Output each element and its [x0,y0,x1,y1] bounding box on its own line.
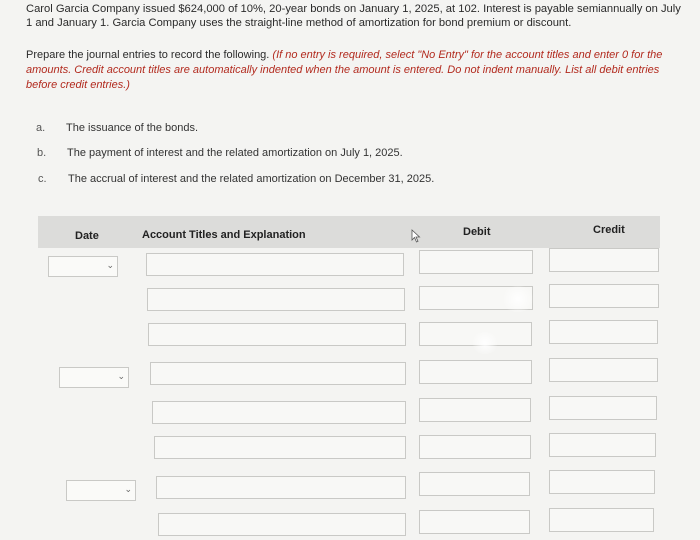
account-title-input[interactable] [150,362,406,385]
debit-amount-input[interactable] [419,510,530,534]
credit-amount-input[interactable] [549,508,654,532]
credit-amount-input[interactable] [549,396,657,420]
instructions-note: (If no entry is required, select "No Entry" for the account titles and enter 0 for the amounts. Credit account titles are automatically indented when the amount is entered. Do not indent manually. List all debit entries before credit entries.) [26,49,663,91]
chevron-down-icon: ⌄ [106,260,114,270]
instructions-lead: Prepare the journal entries to record the following. [26,49,273,61]
part-letter: a. [36,122,46,134]
account-title-input[interactable] [154,436,406,459]
journal-table-header [38,216,660,248]
credit-amount-input[interactable] [549,248,659,272]
debit-column-header: Debit [463,226,491,238]
date-column-header: Date [75,230,99,242]
account-title-input[interactable] [147,288,405,311]
credit-amount-input[interactable] [549,433,656,457]
date-select-a[interactable] [48,256,118,277]
credit-amount-input[interactable] [549,320,658,344]
credit-amount-input[interactable] [549,470,655,494]
credit-amount-input[interactable] [549,358,658,382]
part-c [38,173,434,185]
account-title-input[interactable] [158,513,406,536]
account-title-input[interactable] [152,401,406,424]
account-title-input[interactable] [146,253,404,276]
date-select-b[interactable] [59,367,129,388]
debit-amount-input[interactable] [419,360,532,384]
part-text: The issuance of the bonds. [66,122,199,134]
part-letter: b. [37,147,47,159]
chevron-down-icon: ⌄ [124,484,132,494]
debit-amount-input[interactable] [419,472,530,496]
debit-amount-input[interactable] [419,250,533,274]
credit-amount-input[interactable] [549,284,659,308]
part-text: The payment of interest and the related amortization on July 1, 2025. [67,147,403,159]
date-select-c[interactable] [66,480,136,501]
instructions [26,48,666,93]
part-a [36,122,198,134]
debit-amount-input[interactable] [419,322,532,346]
credit-column-header: Credit [593,224,625,236]
debit-amount-input[interactable] [419,398,531,422]
account-column-header: Account Titles and Explanation [142,229,306,241]
debit-amount-input[interactable] [419,286,533,310]
part-b [37,147,403,159]
part-letter: c. [38,173,47,185]
account-title-input[interactable] [148,323,406,346]
debit-amount-input[interactable] [419,435,531,459]
mouse-pointer-icon [411,229,421,243]
account-title-input[interactable] [156,476,406,499]
part-text: The accrual of interest and the related amortization on December 31, 2025. [68,173,435,185]
chevron-down-icon: ⌄ [117,371,125,381]
problem-statement: Carol Garcia Company issued $624,000 of 10%, 20-year bonds on January 1, 2025, at 102. Interest is payable semiannually on July 1 and January 1. Garcia Company uses the straight-line method of amortization for bond premium or discount. [26,3,681,29]
